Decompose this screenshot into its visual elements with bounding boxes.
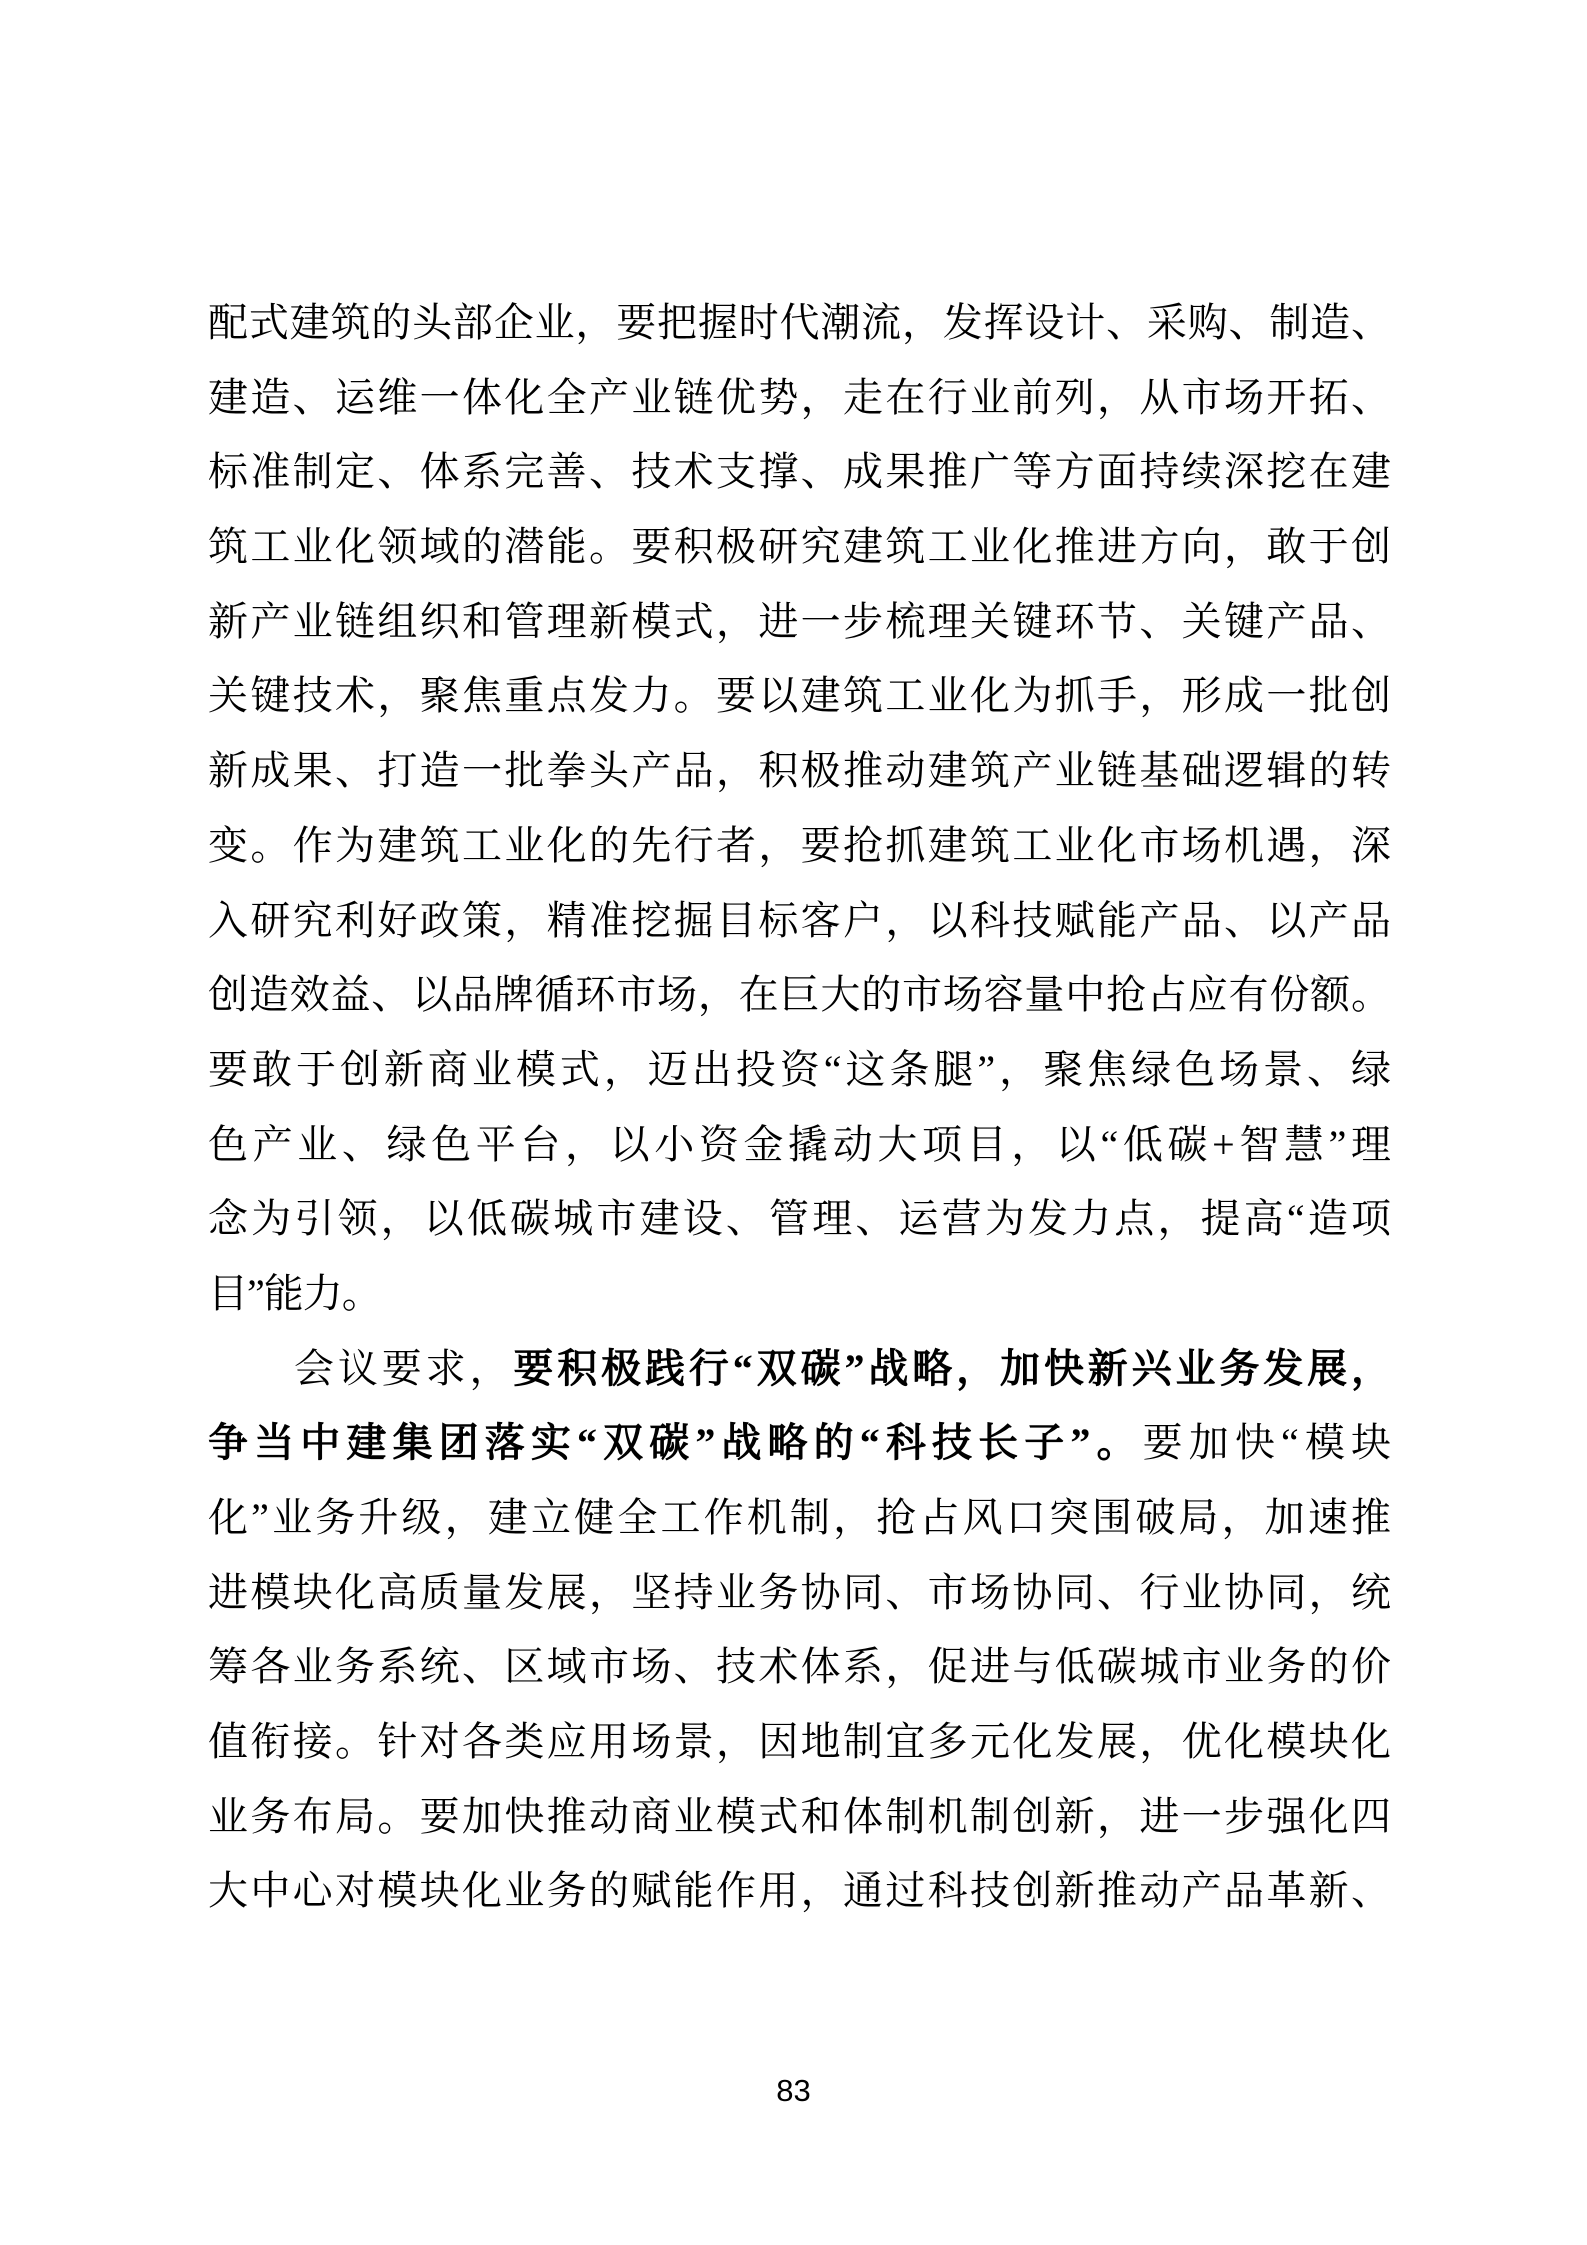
text-run: 筹各业务系统、区域市场、技术体系，促进与低碳城市业务的价 (208, 1644, 1390, 1690)
text-run: 业务布局。要加快推动商业模式和体制机制创新，进一步强化四 (208, 1793, 1390, 1839)
text-line (208, 1033, 1390, 1108)
text-run-bold: 要积极践行“双碳”战略，加快新兴业务发展， (513, 1345, 1390, 1391)
text-line (208, 510, 1390, 585)
text-line (208, 659, 1390, 734)
text-line (208, 1630, 1390, 1705)
text-line (208, 734, 1390, 809)
text-line (208, 361, 1390, 436)
text-run: 关键技术，聚焦重点发力。要以建筑工业化为抓手，形成一批创 (208, 673, 1390, 719)
text-run: 进模块化高质量发展，坚持业务协同、市场协同、行业协同，统 (208, 1569, 1390, 1615)
text-run: 念为引领，以低碳城市建设、管理、运营为发力点，提高“造项 (208, 1196, 1390, 1242)
text-line (208, 1780, 1390, 1855)
text-line (208, 1854, 1390, 1929)
page-number: 83 (776, 2073, 811, 2108)
text-line (208, 809, 1390, 884)
text-run: 创造效益、以品牌循环市场，在巨大的市场容量中抢占应有份额。 (208, 972, 1390, 1018)
text-run: 配式建筑的头部企业，要把握时代潮流，发挥设计、采购、制造、 (208, 300, 1390, 345)
text-line (208, 1257, 1390, 1332)
text-run: 要敢于创新商业模式，迈出投资“这条腿”，聚焦绿色场景、绿 (208, 1046, 1390, 1092)
text-run: 建造、运维一体化全产业链优势，走在行业前列，从市场开拓、 (208, 374, 1390, 420)
text-run-bold: 争当中建集团落实“双碳”战略的“科技长子”。 (208, 1420, 1143, 1466)
text-run: 新产业链组织和管理新模式，进一步梳理关键环节、关键产品、 (208, 598, 1390, 644)
text-line (208, 1332, 1390, 1407)
text-run: 会议要求， (294, 1345, 514, 1391)
text-line (208, 884, 1390, 959)
document-body (208, 286, 1390, 1929)
text-line (208, 286, 1390, 361)
text-line (208, 585, 1390, 660)
text-run: 新成果、打造一批拳头产品，积极推动建筑产业链基础逻辑的转 (208, 748, 1390, 794)
text-run: 值衔接。针对各类应用场景，因地制宜多元化发展，优化模块化 (208, 1719, 1390, 1765)
text-run: 筑工业化领域的潜能。要积极研究建筑工业化推进方向，敢于创 (208, 524, 1390, 570)
text-line (208, 435, 1390, 510)
text-line (208, 1705, 1390, 1780)
text-run: 标准制定、体系完善、技术支撑、成果推广等方面持续深挖在建 (208, 449, 1390, 495)
text-run: 化”业务升级，建立健全工作机制，抢占风口突围破局，加速推 (208, 1495, 1390, 1540)
text-run: 目”能力。 (208, 1270, 381, 1316)
text-run: 要加快“模块 (1142, 1420, 1390, 1466)
text-run: 大中心对模块化业务的赋能作用，通过科技创新推动产品革新、 (208, 1868, 1390, 1914)
page-footer (0, 2072, 1587, 2110)
text-line (208, 1406, 1390, 1481)
text-line (208, 1108, 1390, 1183)
text-run: 入研究利好政策，精准挖掘目标客户，以科技赋能产品、以产品 (208, 897, 1390, 943)
text-line (208, 1481, 1390, 1556)
text-run: 变。作为建筑工业化的先行者，要抢抓建筑工业化市场机遇，深 (208, 822, 1390, 868)
text-line (208, 1556, 1390, 1631)
text-line (208, 1182, 1390, 1257)
text-run: 色产业、绿色平台，以小资金撬动大项目，以“低碳+智慧”理 (208, 1121, 1390, 1167)
text-line (208, 958, 1390, 1033)
